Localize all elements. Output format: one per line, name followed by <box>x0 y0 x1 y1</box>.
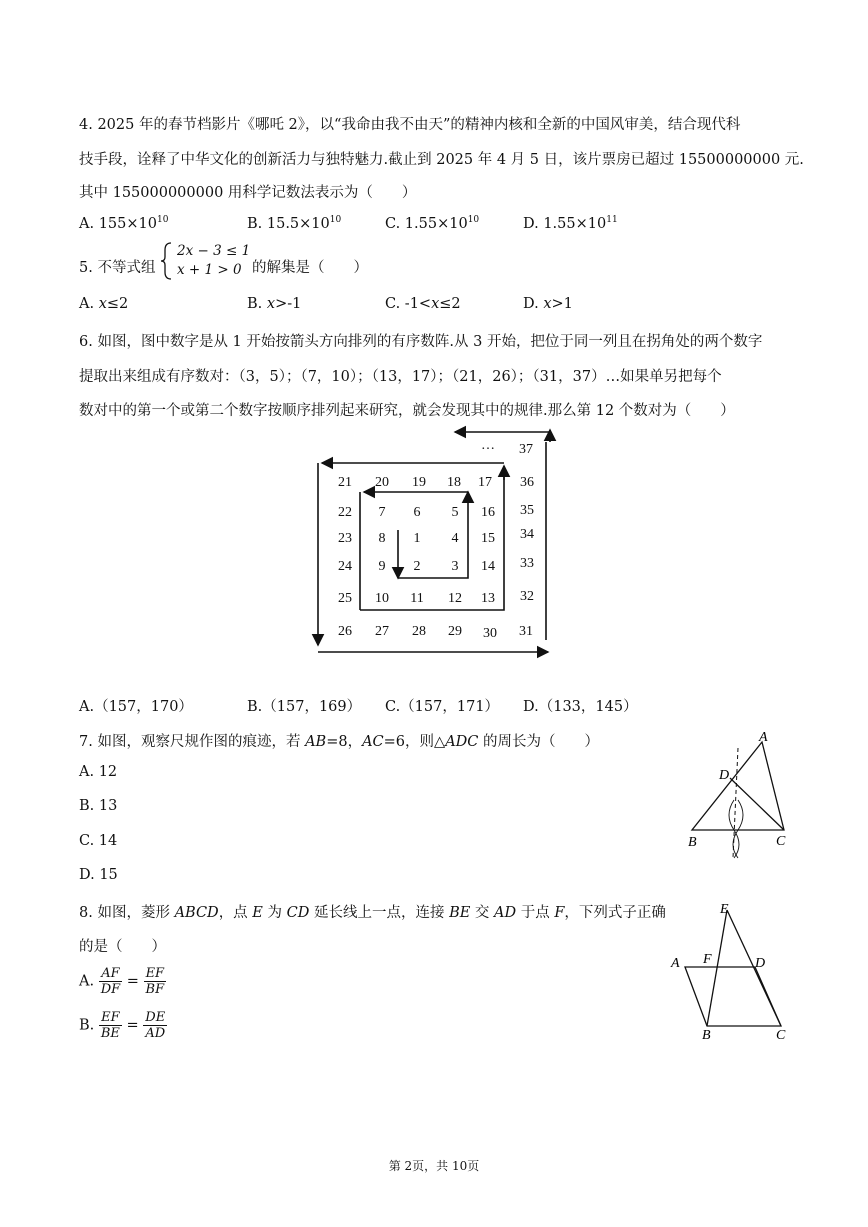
q5-brace <box>160 241 174 281</box>
spiral-number: 18 <box>447 475 461 490</box>
spiral-number: 9 <box>378 559 386 574</box>
q7-option-b: B. 13 <box>79 798 118 814</box>
spiral-number: 22 <box>338 505 352 520</box>
spiral-number: 33 <box>520 556 534 571</box>
q8-label-d: D <box>755 956 766 971</box>
q6-option-c: C.（157，171） <box>385 699 500 715</box>
spiral-number: 7 <box>378 505 386 520</box>
q8-label-e: E <box>720 902 729 917</box>
spiral-number-figure <box>300 420 570 665</box>
q8-option-b: B. $\frac{EF}{BE}$ = $\frac{DE}{AD}$ <box>79 1010 166 1041</box>
q5-suffix: 的解集是（ ） <box>252 260 368 276</box>
spiral-number: 32 <box>520 589 534 604</box>
spiral-number: 17 <box>478 475 492 490</box>
q5-option-c: C. -1<x≤2 <box>385 296 461 312</box>
q4-option-b: B. $15.5\times 10^{10}$ <box>247 215 342 232</box>
q5-option-b: B. x>-1 <box>247 296 302 312</box>
spiral-number: 31 <box>519 624 533 639</box>
spiral-number: 30 <box>483 626 497 641</box>
q7-triangle-figure <box>680 728 800 863</box>
spiral-number: 35 <box>520 503 534 518</box>
spiral-number: 25 <box>338 591 352 606</box>
spiral-number: 19 <box>412 475 426 490</box>
q7-option-d: D. 15 <box>79 867 118 883</box>
q8-label-b: B <box>702 1028 711 1043</box>
spiral-number: 1 <box>413 531 421 546</box>
spiral-number: 10 <box>375 591 389 606</box>
spiral-number: 21 <box>338 475 352 490</box>
q7-label-a: A <box>759 730 768 745</box>
q5-option-a: A. x≤2 <box>79 296 129 312</box>
spiral-number: 4 <box>451 531 459 546</box>
spiral-number: 6 <box>413 505 421 520</box>
spiral-number: 15 <box>481 531 495 546</box>
spiral-number: 14 <box>481 559 495 574</box>
page-footer: 第 2页，共 10页 <box>388 1159 480 1173</box>
spiral-number: 23 <box>338 531 352 546</box>
q5-prefix: 5. 不等式组 <box>79 260 156 276</box>
q7-label-b: B <box>688 835 697 850</box>
q5-inequality-1: 2x − 3 ≤ 1 <box>177 243 251 259</box>
q8-label-a: A <box>671 956 680 971</box>
q8-rhombus-figure <box>665 898 795 1043</box>
q8-label-c: C <box>776 1028 786 1043</box>
q4-line3: 其中 155000000000 用科学记数法表示为（ ） <box>79 185 417 201</box>
q7-stem: 7. 如图，观察尺规作图的痕迹，若 AB=8，AC=6，则△ADC 的周长为（ ） <box>79 734 599 750</box>
spiral-number: 11 <box>410 591 424 606</box>
spiral-number: 28 <box>412 624 426 639</box>
q6-option-d: D.（133，145） <box>523 699 638 715</box>
spiral-number: 26 <box>338 624 352 639</box>
spiral-number: 29 <box>448 624 462 639</box>
q4-option-c: C. $1.55\times 10^{10}$ <box>385 215 480 232</box>
spiral-number: 24 <box>338 559 352 574</box>
q4-line1: 4. 2025 年的春节档影片《哪吒 2》，以“我命由我不由天”的精神内核和全新的中国风审美，结合现代科 <box>79 117 741 133</box>
q8-label-f: F <box>703 952 712 967</box>
spiral-number: 5 <box>451 505 459 520</box>
q6-option-a: A.（157，170） <box>79 699 193 715</box>
spiral-number: 20 <box>375 475 389 490</box>
q7-label-c: C <box>776 834 786 849</box>
q6-line3: 数对中的第一个或第二个数字按顺序排列起来研究，就会发现其中的规律.那么第 12 个数对为（ ） <box>79 403 735 419</box>
spiral-number: 34 <box>520 527 534 542</box>
spiral-number: … <box>481 438 495 453</box>
spiral-number: 36 <box>520 475 534 490</box>
spiral-number: 12 <box>448 591 462 606</box>
q8-line2: 的是（ ） <box>79 939 166 955</box>
q6-line1: 6. 如图，图中数字是从 1 开始按箭头方向排列的有序数阵.从 3 开始，把位于同一列且在拐角处的两个数字 <box>79 334 763 350</box>
q7-label-d: D <box>719 768 730 783</box>
q7-option-c: C. 14 <box>79 833 118 849</box>
q8-option-a: A. $\frac{AF}{DF}$ = $\frac{EF}{BF}$ <box>79 966 165 997</box>
spiral-number: 13 <box>481 591 495 606</box>
q5-inequality-2: x + 1 > 0 <box>177 262 242 278</box>
spiral-number: 2 <box>413 559 421 574</box>
q4-option-a: A. $155\times 10^{10}$ <box>79 215 169 232</box>
q4-line2: 技手段，诠释了中华文化的创新活力与独特魅力.截止到 2025 年 4 月 5 日，该片票房已超过 15500000000 元. <box>79 152 804 168</box>
spiral-number: 8 <box>378 531 386 546</box>
spiral-number: 27 <box>375 624 389 639</box>
q5-option-d: D. x>1 <box>523 296 573 312</box>
spiral-number: 37 <box>519 442 533 457</box>
q6-option-b: B.（157，169） <box>247 699 362 715</box>
q4-option-d: D. $1.55\times 10^{11}$ <box>523 215 618 232</box>
q6-line2: 提取出来组成有序数对：（3，5）；（7，10）；（13，17）；（21，26）；（31，37）…如果单另把每个 <box>79 369 722 385</box>
spiral-number: 16 <box>481 505 495 520</box>
q8-line1: 8. 如图，菱形 ABCD，点 E 为 CD 延长线上一点，连接 BE 交 AD 于点 F，下列式子正确 <box>79 905 666 921</box>
spiral-number: 3 <box>451 559 459 574</box>
q7-option-a: A. 12 <box>79 764 118 780</box>
